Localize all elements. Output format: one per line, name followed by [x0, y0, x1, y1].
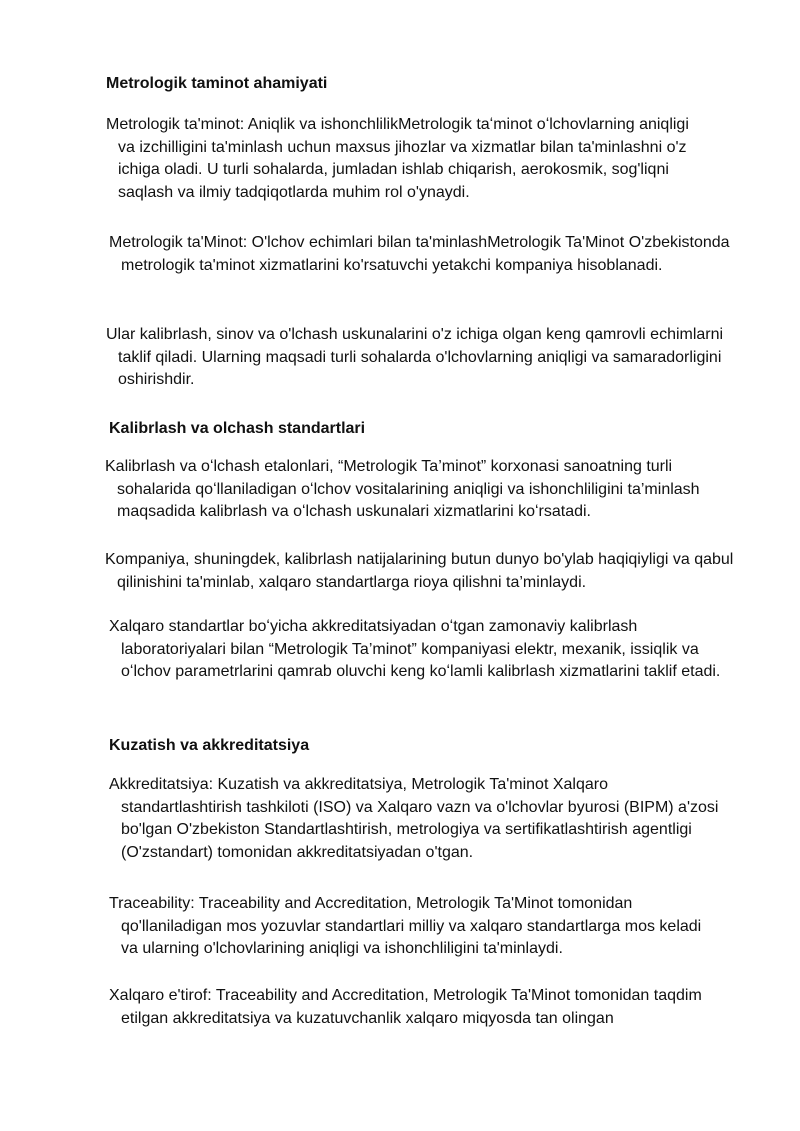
paragraph-traceability: Traceability: Traceability and Accreditation, Metrologik Ta'Minot tomonidan qo'llaniladigan mos yozuvlar standartlari milliy va xalqaro standartlarga mos keladi va ularning o'lchovlarining aniqligi va ishonchliligini ta'minlaydi. [109, 895, 702, 957]
paragraph-kompaniya-xalqaro: Kompaniya, shuningdek, kalibrlash natijalarining butun dunyo bo'ylab haqiqiyligi va qabul qilinishini ta'minlab, xalqaro standartlarga rioya qilishni ta’minlaydi. [105, 551, 734, 591]
paragraph-olchov-echimlari: Metrologik ta'Minot: O'lchov echimlari bilan ta'minlashMetrologik Ta'Minot O'zbekistonda metrologik ta'minot xizmatlarini ko'rsatuvchi yetakchi kompaniya hisoblanadi. [109, 234, 730, 274]
section-heading-kuzatish-akkreditatsiya: Kuzatish va akkreditatsiya [109, 737, 310, 754]
paragraph-akkreditatsiya-laboratoriyalar: Xalqaro standartlar boʻyicha akkreditatsiyadan oʻtgan zamonaviy kalibrlash laboratoriyalari bilan “Metrologik Ta’minot” kompaniyasi elektr, mexanik, issiqlik va oʻlchov parametrlarini qamrab oluvchi keng koʻlamli kalibrlash xizmatlarini taklif etadi. [109, 618, 721, 680]
section-heading-metrologik-taminot: Metrologik taminot ahamiyati [106, 75, 328, 92]
section-heading-kalibrlash-standartlari: Kalibrlash va olchash standartlari [109, 420, 366, 437]
paragraph-kalibrlash-etalonlari: Kalibrlash va oʻlchash etalonlari, “Metrologik Ta’minot” korxonasi sanoatning turli sohalarida qoʻllaniladigan oʻlchov vositalarining aniqligi va ishonchliligini ta’minlash maqsadida kalibrlash va oʻlchash uskunalari xizmatlarini koʻrsatadi. [105, 458, 700, 520]
paragraph-kalibrlash-sinov: Ular kalibrlash, sinov va o'lchash uskunalarini o'z ichiga olgan keng qamrovli echimlarni taklif qiladi. Ularning maqsadi turli sohalarda o'lchovlarning aniqligi va samaradorligini oshirishdir. [106, 326, 724, 388]
paragraph-xalqaro-etirof: Xalqaro e'tirof: Traceability and Accreditation, Metrologik Ta'Minot tomonidan taqdim etilgan akkreditatsiya va kuzatuvchanlik xalqaro miqyosda tan olingan [109, 987, 702, 1027]
paragraph-akkreditatsiya-ozstandart: Akkreditatsiya: Kuzatish va akkreditatsiya, Metrologik Ta'minot Xalqaro standartlashtirish tashkiloti (ISO) va Xalqaro vazn va o'lchovlar byurosi (BIPM) a'zosi bo'lgan O'zbekiston Standartlashtirish, metrologiya va sertifikatlashtirish agentligi (O'zstandart) tomonidan akkreditatsiyadan o'tgan. [109, 776, 719, 861]
paragraph-metrologik-taminot-aniqlik: Metrologik ta'minot: Aniqlik va ishonchlilikMetrologik taʻminot oʻlchovlarning aniqligi va izchilligini ta'minlash uchun maxsus jihozlar va xizmatlar bilan ta'minlashni o'z ichiga oladi. U turli sohalarda, jumladan ishlab chiqarish, aerokosmik, sog'liqni saqlash va ilmiy tadqiqotlarda muhim rol o'ynaydi. [106, 116, 689, 201]
